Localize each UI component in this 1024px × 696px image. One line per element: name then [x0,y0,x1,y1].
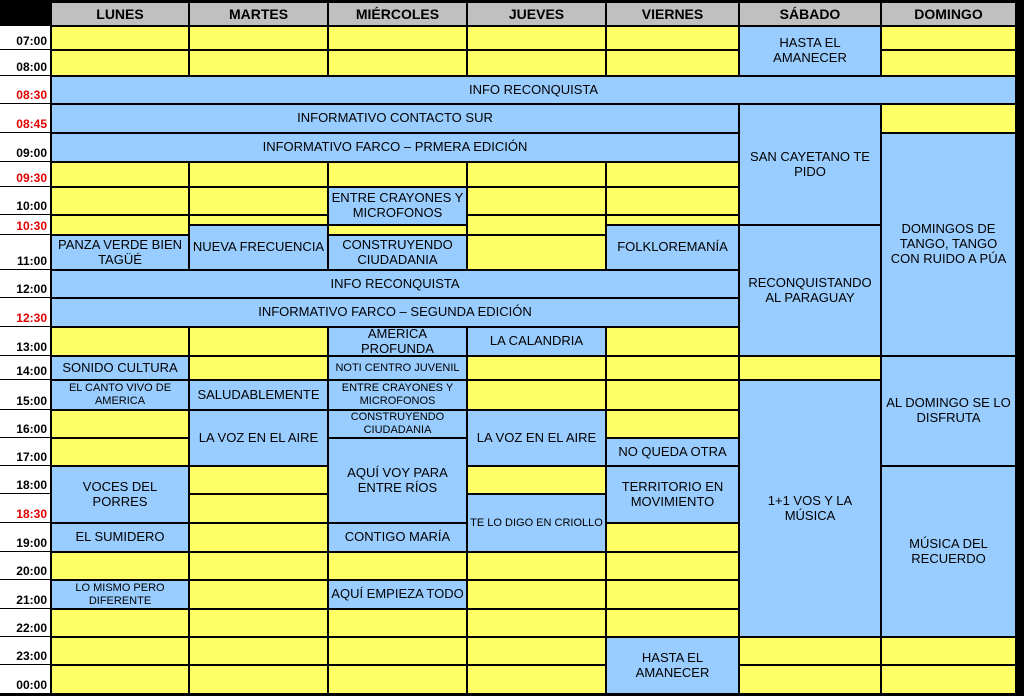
empty-slot [467,580,606,609]
empty-slot [606,609,739,637]
program-block[interactable]: EL CANTO VIVO DE AMERICA [51,380,189,410]
time-label: 12:00 [0,270,50,298]
empty-slot [739,356,881,380]
program-block[interactable]: SAN CAYETANO TE PIDO [739,104,881,225]
time-label: 22:00 [0,609,50,637]
program-block[interactable]: EL SUMIDERO [51,523,189,552]
empty-slot [189,637,328,665]
empty-slot [51,327,189,356]
program-block[interactable]: AQUÍ EMPIEZA TODO [328,580,467,609]
empty-slot [606,580,739,609]
empty-slot [467,26,606,50]
empty-slot [51,609,189,637]
empty-slot [606,187,739,215]
program-block[interactable]: AQUÍ VOY PARA ENTRE RÍOS [328,438,467,523]
empty-slot [467,215,606,235]
program-block[interactable]: LA VOZ EN EL AIRE [189,410,328,466]
program-block[interactable]: LA VOZ EN EL AIRE [467,410,606,466]
empty-slot [606,523,739,552]
program-block[interactable]: CONSTRUYENDO CIUDADANIA [328,235,467,270]
program-block[interactable]: AL DOMINGO SE LO DISFRUTA [881,356,1016,466]
time-label: 18:30 [0,494,50,523]
empty-slot [51,665,189,694]
time-label: 21:00 [0,580,50,609]
empty-slot [739,665,881,694]
program-block[interactable]: VOCES DEL PORRES [51,466,189,523]
program-block[interactable]: ENTRE CRAYONES Y MICROFONOS [328,187,467,225]
time-label: 15:00 [0,380,50,410]
program-block[interactable]: HASTA EL AMANECER [606,637,739,694]
program-block[interactable]: INFO RECONQUISTA [51,270,739,298]
program-block[interactable]: NO QUEDA OTRA [606,438,739,466]
program-block[interactable]: FOLKLOREMANÍA [606,225,739,270]
time-label: 09:30 [0,162,50,187]
empty-slot [606,26,739,50]
empty-slot [51,552,189,580]
time-label: 18:00 [0,466,50,494]
time-label: 19:00 [0,523,50,552]
empty-slot [467,50,606,76]
empty-slot [189,494,328,523]
time-label: 08:00 [0,50,50,76]
day-header-7: DOMINGO [881,2,1016,26]
empty-slot [467,637,606,665]
program-block[interactable]: INFO RECONQUISTA [51,76,1016,104]
empty-slot [189,665,328,694]
program-block[interactable]: PANZA VERDE BIEN TAGÜÉ [51,235,189,270]
empty-slot [467,665,606,694]
empty-slot [606,215,739,225]
program-block[interactable]: INFORMATIVO FARCO – PRMERA EDICIÓN [51,133,739,162]
time-label: 10:30 [0,215,50,235]
program-block[interactable]: NOTI CENTRO JUVENIL [328,356,467,380]
day-header-1: LUNES [51,2,189,26]
empty-slot [189,327,328,356]
empty-slot [739,637,881,665]
empty-slot [328,665,467,694]
program-block[interactable]: NUEVA FRECUENCIA [189,225,328,270]
time-label: 00:00 [0,665,50,694]
time-label: 12:30 [0,298,50,327]
empty-slot [189,580,328,609]
empty-slot [189,466,328,494]
empty-slot [328,637,467,665]
program-block[interactable]: AMERICA PROFUNDA [328,327,467,356]
empty-slot [467,162,606,187]
empty-slot [51,50,189,76]
program-block[interactable]: SONIDO CULTURA [51,356,189,380]
empty-slot [189,26,328,50]
empty-slot [606,552,739,580]
empty-slot [606,162,739,187]
empty-slot [606,327,739,356]
empty-slot [467,356,606,380]
empty-slot [51,187,189,215]
time-label: 10:00 [0,187,50,215]
empty-slot [189,187,328,215]
empty-slot [467,187,606,215]
empty-slot [467,552,606,580]
empty-slot [467,380,606,410]
empty-slot [51,162,189,187]
time-label: 13:00 [0,327,50,356]
program-block[interactable]: 1+1 VOS Y LA MÚSICA [739,380,881,637]
empty-slot [189,215,328,225]
empty-slot [328,162,467,187]
day-header-2: MARTES [189,2,328,26]
empty-slot [328,225,467,235]
empty-slot [51,438,189,466]
empty-slot [467,466,606,494]
program-block[interactable]: DOMINGOS DE TANGO, TANGO CON RUIDO A PÚA [881,133,1016,356]
empty-slot [328,552,467,580]
program-block[interactable]: RECONQUISTANDO AL PARAGUAY [739,225,881,356]
empty-slot [606,410,739,438]
time-label: 20:00 [0,552,50,580]
empty-slot [881,637,1016,665]
empty-slot [606,356,739,380]
empty-slot [881,26,1016,50]
empty-slot [328,609,467,637]
empty-slot [881,665,1016,694]
day-header-5: VIERNES [606,2,739,26]
empty-slot [606,50,739,76]
empty-slot [189,552,328,580]
empty-slot [51,637,189,665]
empty-slot [606,380,739,410]
program-block[interactable]: MÚSICA DEL RECUERDO [881,466,1016,637]
empty-slot [51,26,189,50]
empty-slot [51,215,189,235]
program-block[interactable]: TERRITORIO EN MOVIMIENTO [606,466,739,523]
program-block[interactable]: HASTA EL AMANECER [739,26,881,76]
time-label: 16:00 [0,410,50,438]
program-block[interactable]: CONSTRUYENDO CIUDADANIA [328,410,467,438]
time-label: 23:00 [0,637,50,665]
empty-slot [467,235,606,270]
time-label: 07:00 [0,26,50,50]
empty-slot [51,410,189,438]
empty-slot [467,609,606,637]
program-block[interactable]: TE LO DIGO EN CRIOLLO [467,494,606,552]
empty-slot [881,50,1016,76]
empty-slot [189,356,328,380]
time-label: 08:30 [0,76,50,104]
program-block[interactable]: LO MISMO PERO DIFERENTE [51,580,189,609]
day-header-4: JUEVES [467,2,606,26]
empty-slot [881,104,1016,133]
time-label: 14:00 [0,356,50,380]
time-label: 17:00 [0,438,50,466]
empty-slot [189,609,328,637]
day-header-3: MIÉRCOLES [328,2,467,26]
time-label: 09:00 [0,133,50,162]
empty-slot [189,162,328,187]
empty-slot [189,523,328,552]
program-block[interactable]: INFORMATIVO CONTACTO SUR [51,104,739,133]
program-block[interactable]: LA CALANDRIA [467,327,606,356]
empty-slot [328,50,467,76]
time-label: 08:45 [0,104,50,133]
program-block[interactable]: INFORMATIVO FARCO – SEGUNDA EDICIÓN [51,298,739,327]
empty-slot [328,26,467,50]
program-block[interactable]: ENTRE CRAYONES Y MICROFONOS [328,380,467,410]
time-label: 11:00 [0,235,50,270]
empty-slot [189,50,328,76]
day-header-6: SÁBADO [739,2,881,26]
program-block[interactable]: CONTIGO MARÍA [328,523,467,552]
program-block[interactable]: SALUDABLEMENTE [189,380,328,410]
